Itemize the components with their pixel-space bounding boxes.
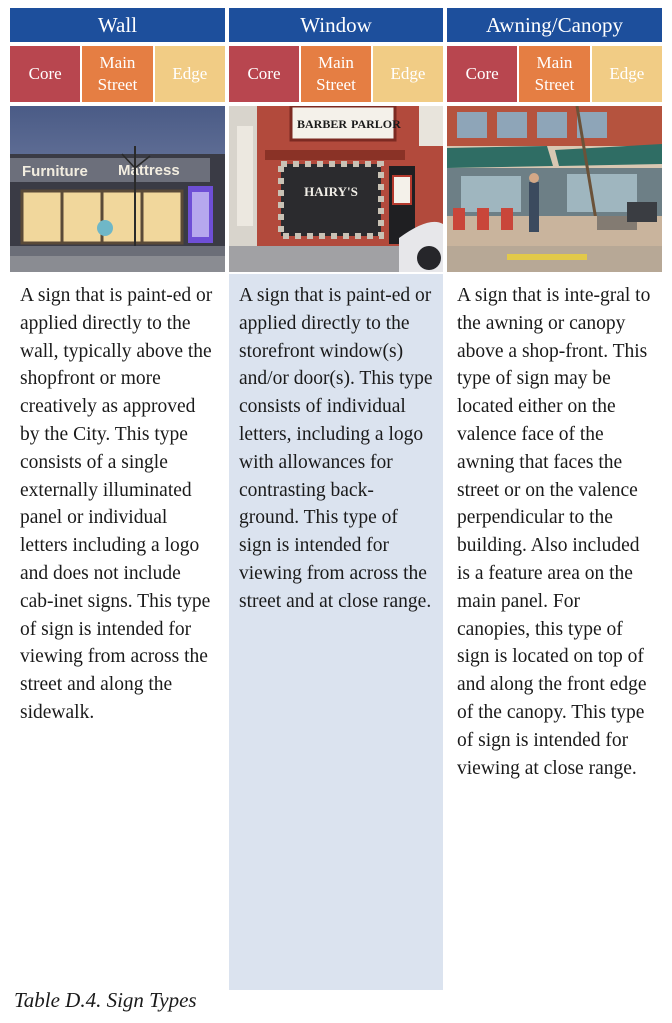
tag-edge: Edge bbox=[155, 46, 225, 102]
wall-sign-photo bbox=[10, 106, 225, 272]
window-header: Window bbox=[229, 8, 443, 42]
tag-core: Core bbox=[447, 46, 517, 102]
window-tags bbox=[229, 46, 443, 102]
tag-core: Core bbox=[10, 46, 80, 102]
furniture-sign-text: Furniture bbox=[22, 163, 88, 180]
mattress-sign-text: Mattress bbox=[118, 162, 180, 179]
barber-sign-text: BARBER bbox=[297, 117, 348, 131]
window-column bbox=[229, 8, 443, 616]
wall-header: Wall bbox=[10, 8, 225, 42]
tag-main-street: Main Street bbox=[519, 46, 589, 102]
tag-main-street: Main Street bbox=[301, 46, 371, 102]
table-caption: Table D.4. Sign Types bbox=[14, 988, 197, 1012]
awning-description: A sign that is inte-gral to the awning or canopy above a shop-front. This type of sign may be located either on the valence face of the awning that faces the street or on the valence perpendicular to the building. Also included is a feature area on the main panel. For canopies, this type of sign is located on top of and along the front edge of the canopy. This type of sign is intended for viewing at close range. bbox=[457, 285, 651, 779]
tag-edge: Edge bbox=[592, 46, 662, 102]
awning-sign-photo bbox=[447, 106, 662, 272]
awning-header: Awning/Canopy bbox=[447, 8, 662, 42]
window-description: A sign that is paint-ed or applied directly to the storefront window(s) and/or door(s). This type consists of individual letters, including a logo with allowances for contrasting back-ground. This type of sign is intended for viewing from across the street and at close range. bbox=[239, 285, 433, 612]
hairys-sign-text: HAIRY'S bbox=[304, 184, 358, 199]
parlor-sign-text: PARLOR bbox=[351, 117, 401, 131]
tag-core: Core bbox=[229, 46, 299, 102]
awning-tags bbox=[447, 46, 662, 102]
awning-column bbox=[447, 8, 662, 782]
wall-column bbox=[10, 8, 225, 727]
window-sign-photo bbox=[229, 106, 443, 272]
wall-description: A sign that is paint-ed or applied directly to the wall, typically above the shopfront or more creatively as approved by the City. This type consists of a single externally illuminated panel or individual letters including a logo and does not include cab-inet signs. This type of sign is intended for viewing from across the street and along the sidewalk. bbox=[20, 285, 213, 723]
tag-edge: Edge bbox=[373, 46, 443, 102]
wall-tags bbox=[10, 46, 225, 102]
tag-main-street: Main Street bbox=[82, 46, 152, 102]
